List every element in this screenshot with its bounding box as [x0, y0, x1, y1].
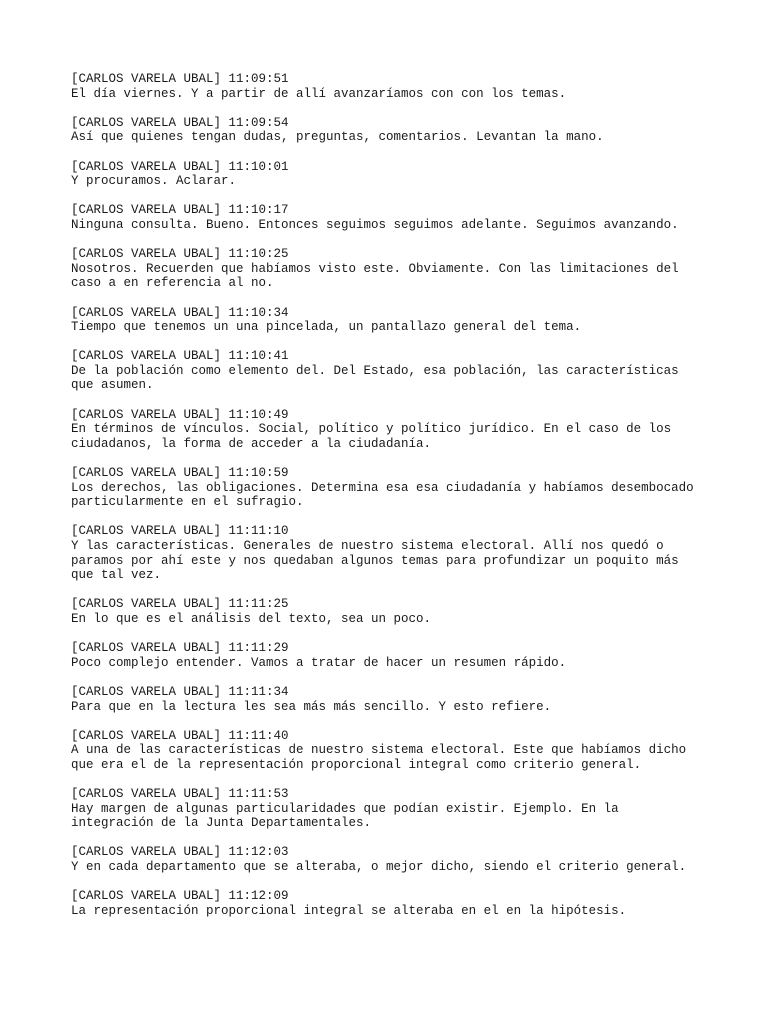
- speaker-timestamp: [CARLOS VARELA UBAL] 11:11:29: [71, 641, 289, 656]
- speaker-timestamp: [CARLOS VARELA UBAL] 11:10:25: [71, 247, 289, 262]
- speaker-timestamp: [CARLOS VARELA UBAL] 11:09:51: [71, 72, 289, 86]
- utterance-line: que era el de la representación proporcional integral como criterio general.: [71, 757, 642, 772]
- utterance-line: Ninguna consulta. Bueno. Entonces seguimos seguimos adelante. Seguimos avanzando.: [71, 217, 679, 232]
- utterance-line: ciudadanos, la forma de acceder a la ciudadanía.: [71, 436, 432, 451]
- transcript-entry: [71, 116, 711, 145]
- utterance-line: Para que en la lectura les sea más más sencillo. Y esto refiere.: [71, 699, 552, 714]
- transcript-page: [71, 72, 711, 933]
- speaker-timestamp: [CARLOS VARELA UBAL] 11:11:53: [71, 787, 289, 802]
- utterance-line: caso a en referencia al no.: [71, 276, 274, 291]
- utterance-line: Nosotros. Recuerden que habíamos visto este. Obviamente. Con las limitaciones del: [71, 261, 679, 276]
- speaker-timestamp: [CARLOS VARELA UBAL] 11:12:03: [71, 845, 289, 860]
- speaker-timestamp: [CARLOS VARELA UBAL] 11:11:34: [71, 684, 289, 699]
- transcript-entry: [71, 160, 711, 189]
- transcript-entry: [71, 787, 711, 831]
- speaker-timestamp: [CARLOS VARELA UBAL] 11:11:10: [71, 524, 289, 539]
- transcript-entry: [71, 889, 711, 918]
- utterance-line: Poco complejo entender. Vamos a tratar de hacer un resumen rápido.: [71, 655, 567, 670]
- transcript-entry: [71, 72, 711, 101]
- speaker-timestamp: [CARLOS VARELA UBAL] 11:12:09: [71, 889, 289, 904]
- speaker-timestamp: [CARLOS VARELA UBAL] 11:10:01: [71, 159, 289, 174]
- utterance-line: Hay margen de algunas particularidades que podían existir. Ejemplo. En la: [71, 801, 619, 816]
- transcript-entry: [71, 306, 711, 335]
- utterance-line: Así que quienes tengan dudas, preguntas, comentarios. Levantan la mano.: [71, 130, 604, 145]
- speaker-timestamp: [CARLOS VARELA UBAL] 11:09:54: [71, 115, 289, 130]
- utterance-line: paramos por ahí este y nos quedaban algunos temas para profundizar un poquito más: [71, 553, 679, 568]
- transcript-entry: [71, 685, 711, 714]
- speaker-timestamp: [CARLOS VARELA UBAL] 11:10:17: [71, 203, 289, 218]
- utterance-line: A una de las características de nuestro sistema electoral. Este que habíamos dicho: [71, 743, 687, 758]
- utterance-line: De la población como elemento del. Del Estado, esa población, las características: [71, 363, 679, 378]
- utterance-line: Los derechos, las obligaciones. Determina esa esa ciudadanía y habíamos desembocado: [71, 480, 694, 495]
- utterance-line: Y procuramos. Aclarar.: [71, 174, 237, 189]
- transcript-entry: [71, 203, 711, 232]
- utterance-line: que asumen.: [71, 378, 154, 393]
- utterance-line: Y las características. Generales de nuestro sistema electoral. Allí nos quedó o: [71, 539, 664, 553]
- transcript-entry: [71, 729, 711, 773]
- utterance-line: integración de la Junta Departamentales.: [71, 816, 372, 831]
- speaker-timestamp: [CARLOS VARELA UBAL] 11:10:34: [71, 305, 289, 320]
- speaker-timestamp: [CARLOS VARELA UBAL] 11:11:40: [71, 728, 289, 743]
- transcript-entry: [71, 247, 711, 291]
- speaker-timestamp: [CARLOS VARELA UBAL] 11:11:25: [71, 597, 289, 612]
- utterance-line: que tal vez.: [71, 568, 162, 583]
- utterance-line: En términos de vínculos. Social, político y político jurídico. En el caso de los: [71, 422, 672, 437]
- utterance-line: Tiempo que tenemos un una pincelada, un pantallazo general del tema.: [71, 320, 582, 335]
- transcript-entry: [71, 641, 711, 670]
- transcript-entry: [71, 845, 711, 874]
- speaker-timestamp: [CARLOS VARELA UBAL] 11:10:59: [71, 466, 289, 481]
- speaker-timestamp: [CARLOS VARELA UBAL] 11:10:41: [71, 349, 289, 364]
- utterance-line: Y en cada departamento que se alteraba, o mejor dicho, siendo el criterio general.: [71, 860, 687, 875]
- transcript-entry: [71, 408, 711, 452]
- transcript-entry: [71, 349, 711, 393]
- utterance-line: En lo que es el análisis del texto, sea un poco.: [71, 611, 432, 626]
- transcript-entry: [71, 466, 711, 510]
- transcript-entry: [71, 524, 711, 582]
- speaker-timestamp: [CARLOS VARELA UBAL] 11:10:49: [71, 407, 289, 422]
- utterance-line: La representación proporcional integral se alteraba en el en la hipótesis.: [71, 903, 627, 918]
- transcript-entry: [71, 597, 711, 626]
- utterance-line: particularmente en el sufragio.: [71, 495, 304, 510]
- utterance-line: El día viernes. Y a partir de allí avanzaríamos con con los temas.: [71, 86, 567, 101]
